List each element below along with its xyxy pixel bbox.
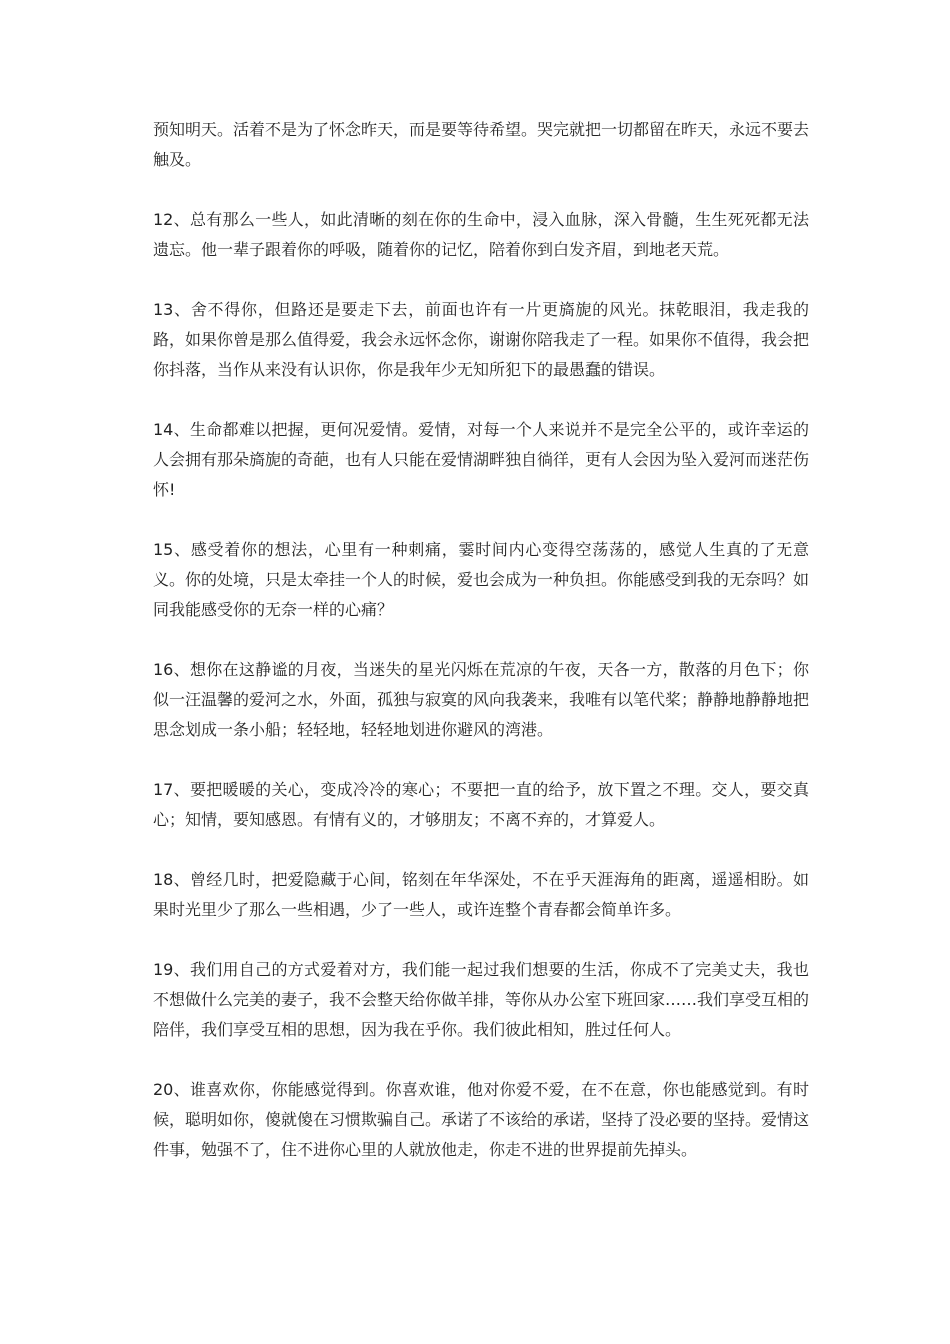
paragraph-15: 15、感受着你的想法，心里有一种刺痛，霎时间内心变得空荡荡的，感觉人生真的了无意义。你的处境，只是太牵挂一个人的时候，爱也会成为一种负担。你能感受到我的无奈吗？如同我能感受你的无奈一样的心痛？ — [153, 540, 810, 619]
paragraph-14: 14、生命都难以把握，更何况爱情。爱情，对每一个人来说并不是完全公平的，或许幸运的人会拥有那朵旖旎的奇葩，也有人只能在爱情湖畔独自徜徉，更有人会因为坠入爱河而迷茫伤怀! — [153, 420, 810, 499]
paragraph-13: 13、舍不得你，但路还是要走下去，前面也许有一片更旖旎的风光。抹乾眼泪，我走我的路，如果你曾是那么值得爱，我会永远怀念你，谢谢你陪我走了一程。如果你不值得，我会把你抖落，当作从来没有认识你，你是我年少无知所犯下的最愚蠢的错误。 — [153, 300, 810, 379]
paragraph-19: 19、我们用自己的方式爱着对方，我们能一起过我们想要的生活，你成不了完美丈夫，我也不想做什么完美的妻子，我不会整天给你做羊排，等你从办公室下班回家……我们享受互相的陪伴，我们享受互相的思想，因为我在乎你。我们彼此相知，胜过任何人。 — [153, 960, 810, 1039]
paragraph-11-continued: 预知明天。活着不是为了怀念昨天，而是要等待希望。哭完就把一切都留在昨天，永远不要去触及。 — [153, 120, 810, 169]
paragraph-20: 20、谁喜欢你，你能感觉得到。你喜欢谁，他对你爱不爱，在不在意，你也能感觉到。有时候，聪明如你，傻就傻在习惯欺骗自己。承诺了不该给的承诺，坚持了没必要的坚持。爱情这件事，勉强不了，住不进你心里的人就放他走，你走不进的世界提前先掉头。 — [153, 1080, 810, 1159]
paragraph-18: 18、曾经几时，把爱隐藏于心间，铭刻在年华深处，不在乎天涯海角的距离，遥遥相盼。如果时光里少了那么一些相遇，少了一些人，或许连整个青春都会简单许多。 — [153, 870, 809, 919]
document-body — [153, 115, 809, 1195]
paragraph-17: 17、要把暖暖的关心，变成冷冷的寒心；不要把一直的给予，放下置之不理。交人，要交真心；知情，要知感恩。有情有义的，才够朋友；不离不弃的，才算爱人。 — [153, 780, 809, 829]
paragraph-12: 12、总有那么一些人，如此清晰的刻在你的生命中，浸入血脉，深入骨髓，生生死死都无法遗忘。他一辈子跟着你的呼吸，随着你的记忆，陪着你到白发齐眉，到地老天荒。 — [153, 210, 809, 259]
paragraph-16: 16、想你在这静谧的月夜，当迷失的星光闪烁在荒凉的午夜，天各一方，散落的月色下；你似一汪温馨的爱河之水，外面，孤独与寂寞的风向我袭来，我唯有以笔代桨；静静地静静地把思念划成一条小船；轻轻地，轻轻地划进你避风的湾港。 — [153, 660, 810, 739]
